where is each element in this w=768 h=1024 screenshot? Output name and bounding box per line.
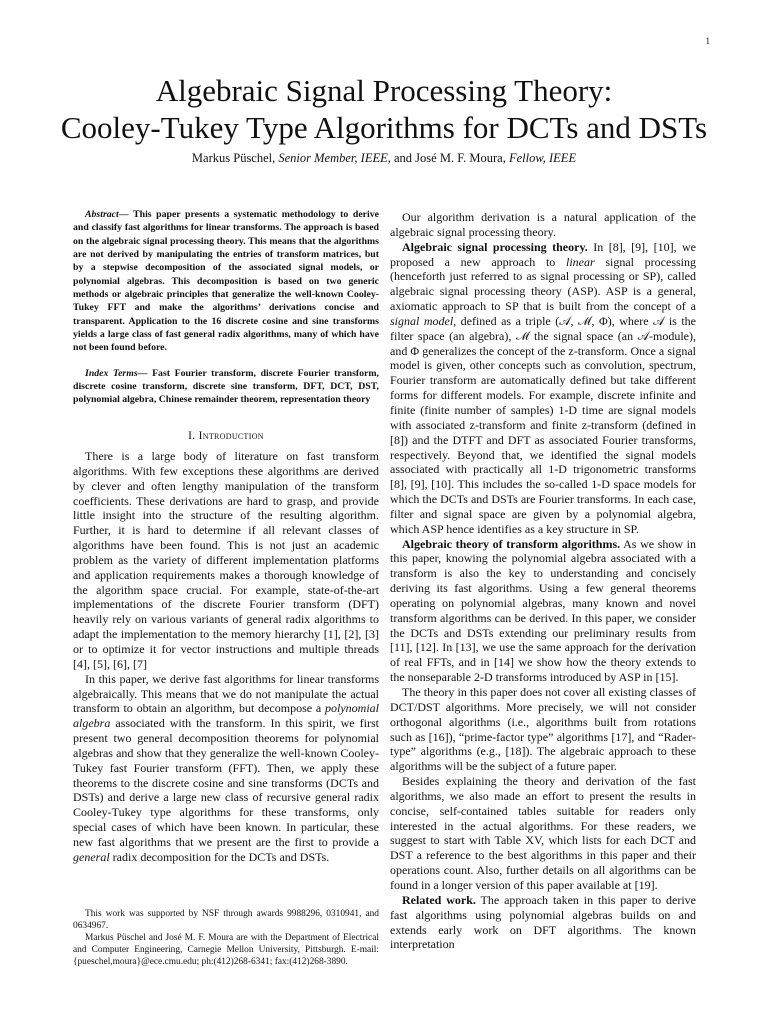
- author-1-role: Senior Member, IEEE,: [278, 151, 391, 165]
- right-paragraph-asp: [390, 240, 696, 537]
- author-conjunction: and: [393, 151, 413, 165]
- intro-p2-text-a: In this paper, we derive fast algorithms for linear transforms algebraically. This means that we do not manipulate the actual transform to obtain an algorithm, but decompose a: [73, 671, 379, 716]
- right-paragraph-tables: Besides explaining the theory and derivation of the fast algorithms, we also made an effort to present the results in concise, self-contained tables suitable for readers only interested in the actual algorithms. For these readers, we suggest to start with Table XV, which lists for each DCT and DST a reference to the best algorithms in this paper and their operations count. Also, further details on all algorithms can be found in a longer version of this paper available at [19].: [390, 774, 696, 892]
- author-2: José M. F. Moura,: [415, 151, 506, 165]
- right-paragraph-scope: The theory in this paper does not cover all existing classes of DCT/DST algorithms. More precisely, we will not consider orthogonal algorithms (i.e., algorithms built from rotations such as [16]), “prime-factor type” algorithms [17], and “Rader-type” algorithms (e.g., [18]). The algebraic approach to these algorithms will be the subject of a future paper.: [390, 685, 696, 774]
- section-title: Introduction: [198, 429, 264, 442]
- footnote-funding: This work was supported by NSF through awards 9988296, 0310941, and 0634967.: [73, 909, 379, 931]
- intro-paragraph-2: [73, 672, 379, 865]
- paper-title: [40, 72, 728, 146]
- right-paragraph-1: Our algorithm derivation is a natural application of the algebraic signal processing theory.: [390, 210, 696, 239]
- algebraic-theory-text: As we show in this paper, knowing the polynomial algebra associated with a transform is also the key to understanding and concisely deriving its fast algorithms. Using a few general theorems operating on polynomial algebras, many known and novel transform algorithms can be derived. In this paper, we consider the DCTs and DSTs extending our preliminary results from [11], [12]. In [13], we use the same approach for the derivation of real FFTs, and in [14] we show how the theory extends to the nonseparable 2-D transforms introduced by ASP in [15].: [390, 536, 696, 685]
- intro-p2-emphasis-2: general: [73, 849, 110, 864]
- abstract-label: Abstract: [85, 209, 119, 220]
- intro-paragraph-1: There is a large body of literature on fast transform algorithms. With few exceptions these algorithms are derived by clever and often lengthy manipulation of the transform coefficients. These derivations are hard to grasp, and provide little insight into the structure of the resulting algorithm. Further, it is hard to determine if all relevant classes of algorithms have been found. This is not just an academic problem as the variety of different implementation platforms and application requirements makes a thorough knowledge of the algorithm space crucial. For example, state-of-the-art implementations of the discrete Fourier transform (DFT) heavily rely on various variants of general radix algorithms to adapt the implementation to the memory hierarchy [1], [2], [3] or to optimize it for vector instructions and multiple threads [4], [5], [6], [7]: [73, 449, 379, 671]
- author-1: Markus Püschel,: [191, 151, 276, 165]
- intro-p2-text-c: radix decomposition for the DCTs and DSTs.: [112, 849, 330, 864]
- author-2-role: Fellow, IEEE: [508, 151, 577, 165]
- asp-text-c: , defined as a triple (𝒜, ℳ, Φ), where 𝒜 is the filter space (an algebra), ℳ the signal space (an 𝒜-module), and Φ generalizes the concept of the z-transform. Once a signal model is given, other concepts such as convolution, spectrum, Fourier transform are automatically defined but take different forms for different models. For example, discrete infinite and finite (finite number of samples) 1-D time are signal models with associated z-transform and finite z-transform (defined in [8]) and the DTFT and DFT as associated Fourier transforms, respectively. Beyond that, we identified the signal models associated with practically all 1-D trigonometric transforms [8], [9], [10]. This includes the so-called 1-D space models for which the DCTs and DSTs are Fourier transforms. In each case, filter and signal space are given by a polynomial algebra, which ASP hence identifies as a key structure in SP.: [390, 313, 696, 536]
- section-number: I.: [188, 429, 196, 442]
- asp-text-a: In [8], [9], [10], we proposed a new approach to: [390, 239, 697, 269]
- asp-emphasis-1: linear: [565, 254, 595, 269]
- index-terms: Index Terms— Fast Fourier transform, discrete Fourier transform, discrete cosine transform, discrete sine transform, DFT, DCT, DST, polynomial algebra, Chinese remainder theorem, representation theory: [73, 367, 379, 406]
- intro-p2-emphasis-1: polynomial algebra: [73, 701, 380, 731]
- asp-run-in-heading: Algebraic signal processing theory.: [402, 239, 588, 254]
- title-line-2: Cooley-Tukey Type Algorithms for DCTs and DSTs: [60, 110, 708, 145]
- footnotes: [73, 908, 379, 968]
- abstract: Abstract— This paper presents a systematic methodology to derive and classify fast algorithms for linear transforms. The approach is based on the algebraic signal processing theory. This means that the algorithms are not derived by manipulating the entries of transform matrices, but by a stepwise decomposition of the associated signal models, or polynomial algebras. This decomposition is based on two generic methods or algebraic principles that generalize the well-known Cooley-Tukey FFT and make the algorithms’ derivations concise and transparent. Application to the 16 discrete cosine and sine transforms yields a large class of fast general radix algorithms, many of which have not been found before.: [73, 209, 379, 354]
- right-column: [390, 210, 696, 952]
- index-terms-text: Fast Fourier transform, discrete Fourier transform, discrete cosine transform, discrete sine transform, DFT, DCT, DST, polynomial algebra, Chinese remainder theorem, representation theory: [73, 367, 379, 406]
- right-paragraph-algebraic-theory: [390, 537, 696, 685]
- asp-emphasis-2: signal model: [390, 313, 454, 328]
- author-line: [40, 151, 728, 166]
- asp-text-b: signal processing (henceforth just referred to as signal processing or SP), called algebraic signal processing theory (ASP). ASP is a general, axiomatic approach to SP that is built from the concept of a: [390, 254, 696, 314]
- related-work-run-in-heading: Related work.: [402, 892, 476, 907]
- right-paragraph-related-work: [390, 893, 696, 952]
- related-work-text: The approach taken in this paper to derive fast algorithms using polynomial algebras builds on and extends early work on DFT algorithms. The known interpretation: [390, 892, 696, 952]
- title-line-1: Algebraic Signal Processing Theory:: [155, 73, 613, 108]
- section-heading-introduction: [73, 429, 379, 443]
- page-number: 1: [705, 36, 710, 46]
- left-column: [73, 208, 379, 865]
- abstract-text: This paper presents a systematic methodology to derive and classify fast algorithms for linear transforms. The approach is based on the algebraic signal processing theory. This means that the algorithms are not derived by manipulating the entries of transform matrices, but by a stepwise decomposition of the associated signal models, or polynomial algebras. This decomposition is based on two generic methods or algebraic principles that generalize the well-known Cooley-Tukey FFT and make the algorithms’ derivations concise and transparent. Application to the 16 discrete cosine and sine transforms yields a large class of fast general radix algorithms, many of which have not been found before.: [73, 209, 379, 354]
- index-terms-label: Index Terms: [85, 367, 138, 379]
- intro-p2-text-b: associated with the transform. In this spirit, we first present two general decomposition theorems for polynomial algebras and show that they generalize the well-known Cooley-Tukey fast Fourier transform (FFT). Then, we apply these theorems to the discrete cosine and sine transforms (DCTs and DSTs) and derive a large new class of recursive general radix Cooley-Tukey type algorithms for these transforms, only special cases of which have been known. In particular, these new fast algorithms that we present are the first to provide a: [73, 716, 379, 849]
- algebraic-theory-run-in-heading: Algebraic theory of transform algorithms.: [402, 536, 621, 551]
- footnote-affiliation: Markus Püschel and José M. F. Moura are with the Department of Electrical and Computer Engineering, Carnegie Mellon University, Pittsburgh. E-mail: {pueschel,moura}@ece.cmu.edu; ph:(412)268-6341; fax:(412)268-3890.: [73, 933, 379, 967]
